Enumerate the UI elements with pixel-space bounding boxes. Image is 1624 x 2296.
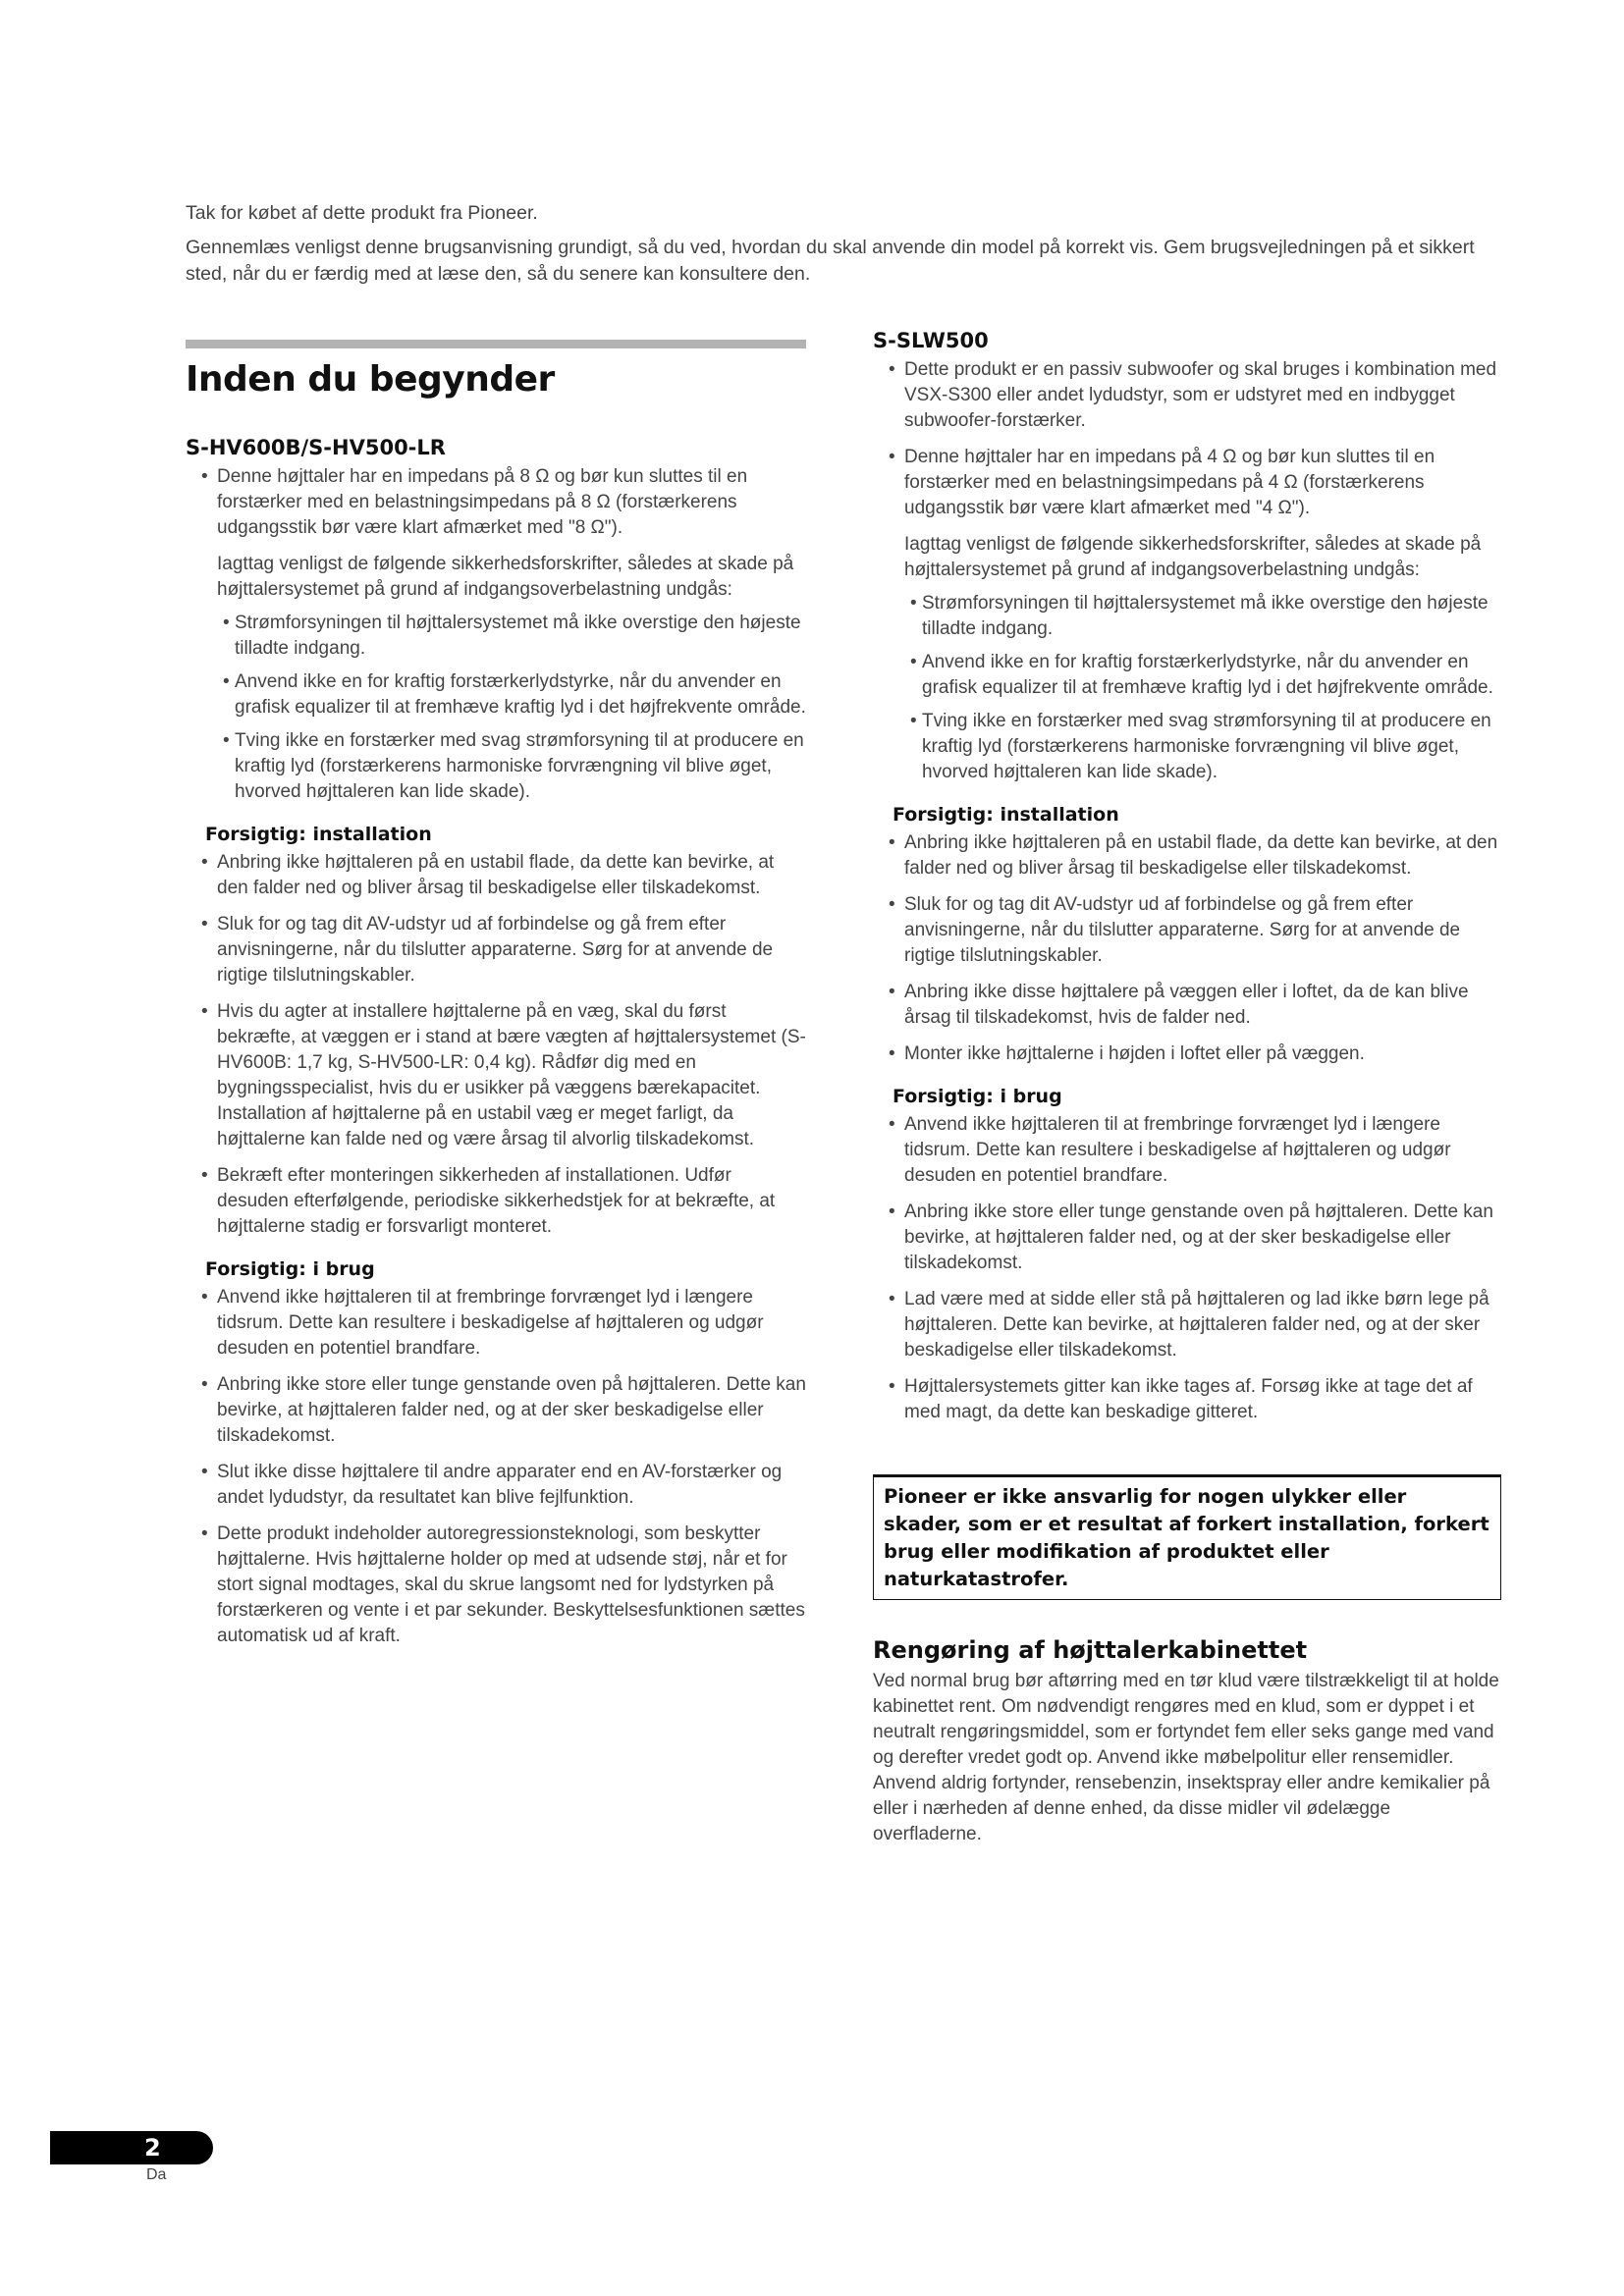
safety-sublist xyxy=(223,611,806,805)
subwoofer-bullet: • Dette produkt er en passiv subwoofer og skal bruges i kombination med VSX-S300 eller andet lydudstyr, som er udstyret med en indbygget subwoofer-forstærker. xyxy=(873,357,1501,434)
cleaning-paragraph: Anvend aldrig fortynder, rensebenzin, insektspray eller andre kemikalier på eller i nærheden af denne enhed, da disse midler vil ødelægge overfladerne. xyxy=(873,1773,1490,1844)
install-heading: Forsigtig: installation xyxy=(893,804,1119,826)
use-item: • Anbring ikke store eller tunge genstande oven på højttaleren. Dette kan bevirke, at højttaleren falder ned, og at der sker beskadigelse eller tilskadekomst. xyxy=(186,1372,806,1449)
safety-subitem: • Tving ikke en forstærker med svag strømforsyning til at producere en kraftig lyd (forstærkerens harmoniske forvrængning vil blive øget, hvorved højttaleren kan lide skade). xyxy=(223,728,806,805)
use-item: • Anvend ikke højttaleren til at frembringe forvrænget lyd i længere tidsrum. Dette kan resultere i beskadigelse af højttaleren og udgør desuden en potentiel brandfare. xyxy=(873,1112,1501,1189)
install-item: • Anbring ikke højttaleren på en ustabil flade, da dette kan bevirke, at den falder ned og bliver årsag til beskadigelse eller tilskadekomst. xyxy=(186,850,806,901)
subwoofer-list xyxy=(873,357,1501,521)
safety-sublist xyxy=(910,591,1501,785)
install-item: • Bekræft efter monteringen sikkerheden af installationen. Udfør desuden efterfølgende, periodiske sikkerhedstjek for at bekræfte, at højttalerne stadig er forsvarligt monteret. xyxy=(186,1163,806,1240)
install-item: • Anbring ikke disse højttalere på væggen eller i loftet, da de kan blive årsag til tilskadekomst, hvis de falder ned. xyxy=(873,980,1501,1031)
page-number-badge xyxy=(50,2131,213,2164)
install-item: • Sluk for og tag dit AV-udstyr ud af forbindelse og gå frem efter anvisningerne, når du tilslutter apparaterne. Sørg for at anvende de rigtige tilslutningskabler. xyxy=(186,912,806,988)
left-column xyxy=(186,340,806,1660)
cleaning-paragraph: Ved normal brug bør aftørring med en tør klud være tilstrækkeligt til at holde kabinettet rent. Om nødvendigt rengøres med en klud, som er dyppet i et neutralt rengøringsmiddel, som er fortyndet fem eller seks gange med vand og derefter vredet godt op. Anvend ikke møbelpolitur eller rensemidler. xyxy=(873,1671,1499,1768)
install-list xyxy=(186,850,806,1240)
use-item: • Dette produkt indeholder autoregressionsteknologi, som beskytter højttalerne. Hvis højttalerne holder op med at udsende støj, når et for stort signal modtages, skal du skrue langsomt ned for lydstyrken på forstærkeren og vente i et par sekunder. Beskyttelsesfunktionen sættes automatisk ud af kraft. xyxy=(186,1522,806,1649)
intro-thanks: Tak for købet af dette produkt fra Pioneer. xyxy=(186,202,538,224)
section-rule xyxy=(186,340,806,348)
use-heading: Forsigtig: i brug xyxy=(205,1258,375,1280)
install-item: • Anbring ikke højttaleren på en ustabil flade, da dette kan bevirke, at den falder ned og bliver årsag til beskadigelse eller tilskadekomst. xyxy=(873,830,1501,881)
intro xyxy=(186,200,1501,295)
page-number: 2 xyxy=(144,2134,161,2162)
use-item: • Anbring ikke store eller tunge genstande oven på højttaleren. Dette kan bevirke, at højttaleren falder ned, og at der sker beskadigelse eller tilskadekomst. xyxy=(873,1200,1501,1276)
install-list xyxy=(873,830,1501,1067)
model-heading-slw: S-SLW500 xyxy=(873,329,989,352)
install-item: • Monter ikke højttalerne i højden i loftet eller på væggen. xyxy=(873,1041,1501,1067)
safety-subitem: • Strømforsyningen til højttalersystemet må ikke overstige den højeste tilladte indgang. xyxy=(910,591,1501,642)
safety-note: Iagttag venligst de følgende sikkerhedsforskrifter, således at skade på højttalersystemet på grund af indgangsoverbelastning undgås: xyxy=(904,534,1482,580)
use-item: • Slut ikke disse højttalere til andre apparater end en AV-forstærker og andet lydudstyr, da resultatet kan blive fejlfunktion. xyxy=(186,1460,806,1511)
impedance-bullet: • Denne højttaler har en impedans på 4 Ω og bør kun sluttes til en forstærker med en belastningsimpedans på 4 Ω (forstærkerens udgangsstik bør være klart afmærket med "4 Ω"). xyxy=(873,445,1501,521)
safety-subitem: • Anvend ikke en for kraftig forstærkerlydstyrke, når du anvender en grafisk equalizer til at fremhæve kraftig lyd i det højfrekvente område. xyxy=(910,650,1501,701)
right-column xyxy=(873,328,1501,1847)
use-list xyxy=(873,1112,1501,1425)
use-heading: Forsigtig: i brug xyxy=(893,1086,1062,1107)
safety-subitem: • Strømforsyningen til højttalersystemet må ikke overstige den højeste tilladte indgang. xyxy=(223,611,806,662)
intro-instructions: Gennemlæs venligst denne brugsanvisning grundigt, så du ved, hvordan du skal anvende din model på korrekt vis. Gem brugsvejledningen på et sikkert sted, når du er færdig med at læse den, så du senere kan konsultere den. xyxy=(186,237,1475,285)
use-item: • Anvend ikke højttaleren til at frembringe forvrænget lyd i længere tidsrum. Dette kan resultere i beskadigelse af højttaleren og udgør desuden en potentiel brandfare. xyxy=(186,1285,806,1362)
use-item: • Lad være med at sidde eller stå på højttaleren og lad ikke børn lege på højttaleren. Dette kan bevirke, at højttaleren falder ned, og at der sker beskadigelse eller tilskadekomst. xyxy=(873,1287,1501,1363)
page-language: Da xyxy=(146,2166,167,2183)
impedance-list xyxy=(186,464,806,541)
install-heading: Forsigtig: installation xyxy=(205,824,432,845)
safety-subitem: • Anvend ikke en for kraftig forstærkerlydstyrke, når du anvender en grafisk equalizer til at fremhæve kraftig lyd i det højfrekvente område. xyxy=(223,669,806,721)
impedance-bullet: • Denne højttaler har en impedans på 8 Ω og bør kun sluttes til en forstærker med en belastningsimpedans på 8 Ω (forstærkerens udgangsstik bør være klart afmærket med "8 Ω"). xyxy=(186,464,806,541)
safety-note: Iagttag venligst de følgende sikkerhedsforskrifter, således at skade på højttalersystemet på grund af indgangsoverbelastning undgås: xyxy=(217,554,794,600)
use-item: • Højttalersystemets gitter kan ikke tages af. Forsøg ikke at tage det af med magt, da dette kan beskadige gitteret. xyxy=(873,1374,1501,1425)
cleaning-heading: Rengøring af højttalerkabinettet xyxy=(873,1636,1308,1664)
safety-subitem: • Tving ikke en forstærker med svag strømforsyning til at producere en kraftig lyd (forstærkerens harmoniske forvrængning vil blive øget, hvorved højttaleren kan lide skade). xyxy=(910,709,1501,785)
install-item: • Hvis du agter at installere højttalerne på en væg, skal du først bekræfte, at væggen er i stand at bære vægten af højttalersystemet (S-HV600B: 1,7 kg, S-HV500-LR: 0,4 kg). Rådfør dig med en bygningsspecialist, hvis du er usikker på væggens bærekapacitet. Installation af højttalerne på en ustabil væg er meget farligt, da højttalerne kan falde ned og være årsag til alvorlig tilskadekomst. xyxy=(186,999,806,1152)
liability-warning-box: Pioneer er ikke ansvarlig for nogen ulykker eller skader, som er et resultat af forkert installation, forkert brug eller modifikation af produktet eller naturkatastrofer. xyxy=(873,1474,1501,1600)
use-list xyxy=(186,1285,806,1649)
section-title: Inden du begynder xyxy=(186,359,555,400)
model-heading-hv: S-HV600B/S-HV500-LR xyxy=(186,436,446,459)
install-item: • Sluk for og tag dit AV-udstyr ud af forbindelse og gå frem efter anvisningerne, når du tilslutter apparaterne. Sørg for at anvende de rigtige tilslutningskabler. xyxy=(873,892,1501,969)
